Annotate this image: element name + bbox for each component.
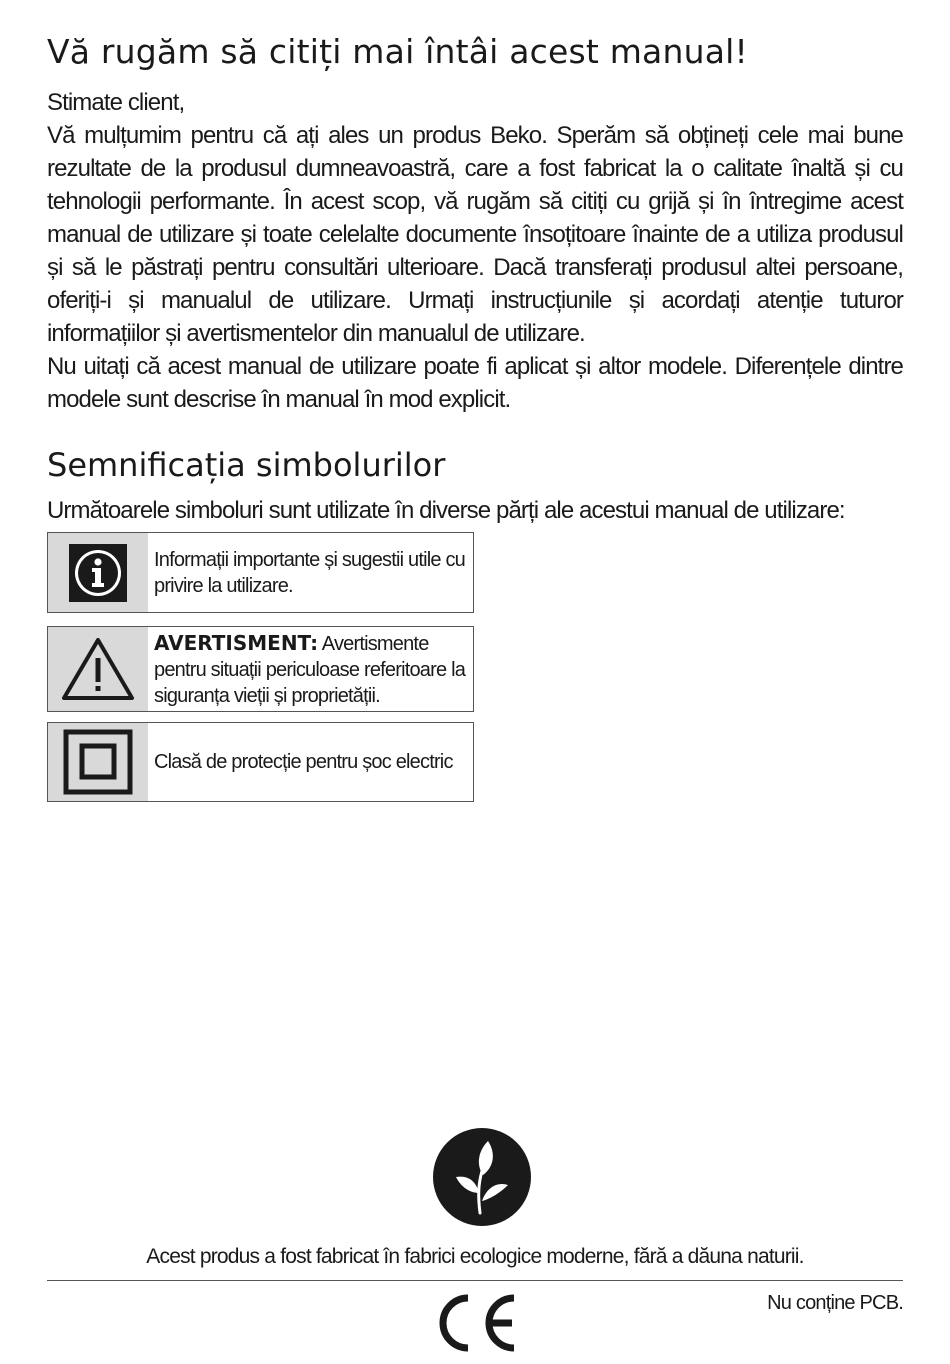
- footer-divider: [47, 1280, 903, 1281]
- eco-statement: Acest produs a fost fabricat în fabrici ecologice moderne, fără a dăuna naturii.: [146, 1245, 804, 1268]
- warning-icon: [48, 627, 148, 711]
- ce-mark-icon: [432, 1293, 520, 1358]
- pcb-statement: Nu conține PCB.: [767, 1292, 903, 1314]
- symbols-intro: Următoarele simboluri sunt utilizate în diverse părți ale acestui manual de utilizare:: [47, 497, 845, 524]
- protection-class-icon: [48, 723, 148, 801]
- intro-paragraph-1: Vă mulțumim pentru că ați ales un produs Beko. Sperăm să obțineți cele mai bune rezultate de la produsul dumneavoastră, care a fost fabricat la o calitate înaltă și cu tehnologii performante. În acest scop, vă rugăm să citiți cu grijă și în întregime acest manual de utilizare și toate celelalte documente însoțitoare înainte de a utiliza produsul și să le păstrați pentru consultări ulterioare. Dacă transferați produsul altei persoane, oferiți-i și manualul de utilizare. Urmați instrucțiunile și acordați atenție tuturor informațiilor și avertismentelor din manualul de utilizare.: [47, 122, 903, 347]
- warning-label: AVERTISMENT:: [154, 630, 319, 655]
- symbol-info-box: [47, 532, 474, 613]
- symbol-info-text: Informații importante și sugestii utile cu privire la utilizare.: [154, 548, 465, 597]
- intro-paragraph-2: Nu uitați că acest manual de utilizare poate fi aplicat și altor modele. Diferențele dintre modele sunt descrise în manual în mod explicit.: [47, 353, 903, 413]
- intro-section: [47, 86, 903, 416]
- symbol-protection-box: [47, 722, 474, 802]
- symbol-warning-box: [47, 626, 474, 712]
- symbols-heading: Semnificația simbolurilor: [47, 446, 446, 484]
- leaf-icon: [432, 1127, 532, 1232]
- symbol-warning-text: AVERTISMENT: Avertismente pentru situații periculoase referitoare la siguranța vieții și proprietății.: [154, 630, 466, 707]
- symbol-protection-text: Clasă de protecție pentru șoc electric: [154, 751, 453, 773]
- info-icon: [48, 533, 148, 612]
- greeting: Stimate client,: [47, 89, 185, 116]
- page-title: Vă rugăm să citiți mai întâi acest manual!: [47, 32, 748, 71]
